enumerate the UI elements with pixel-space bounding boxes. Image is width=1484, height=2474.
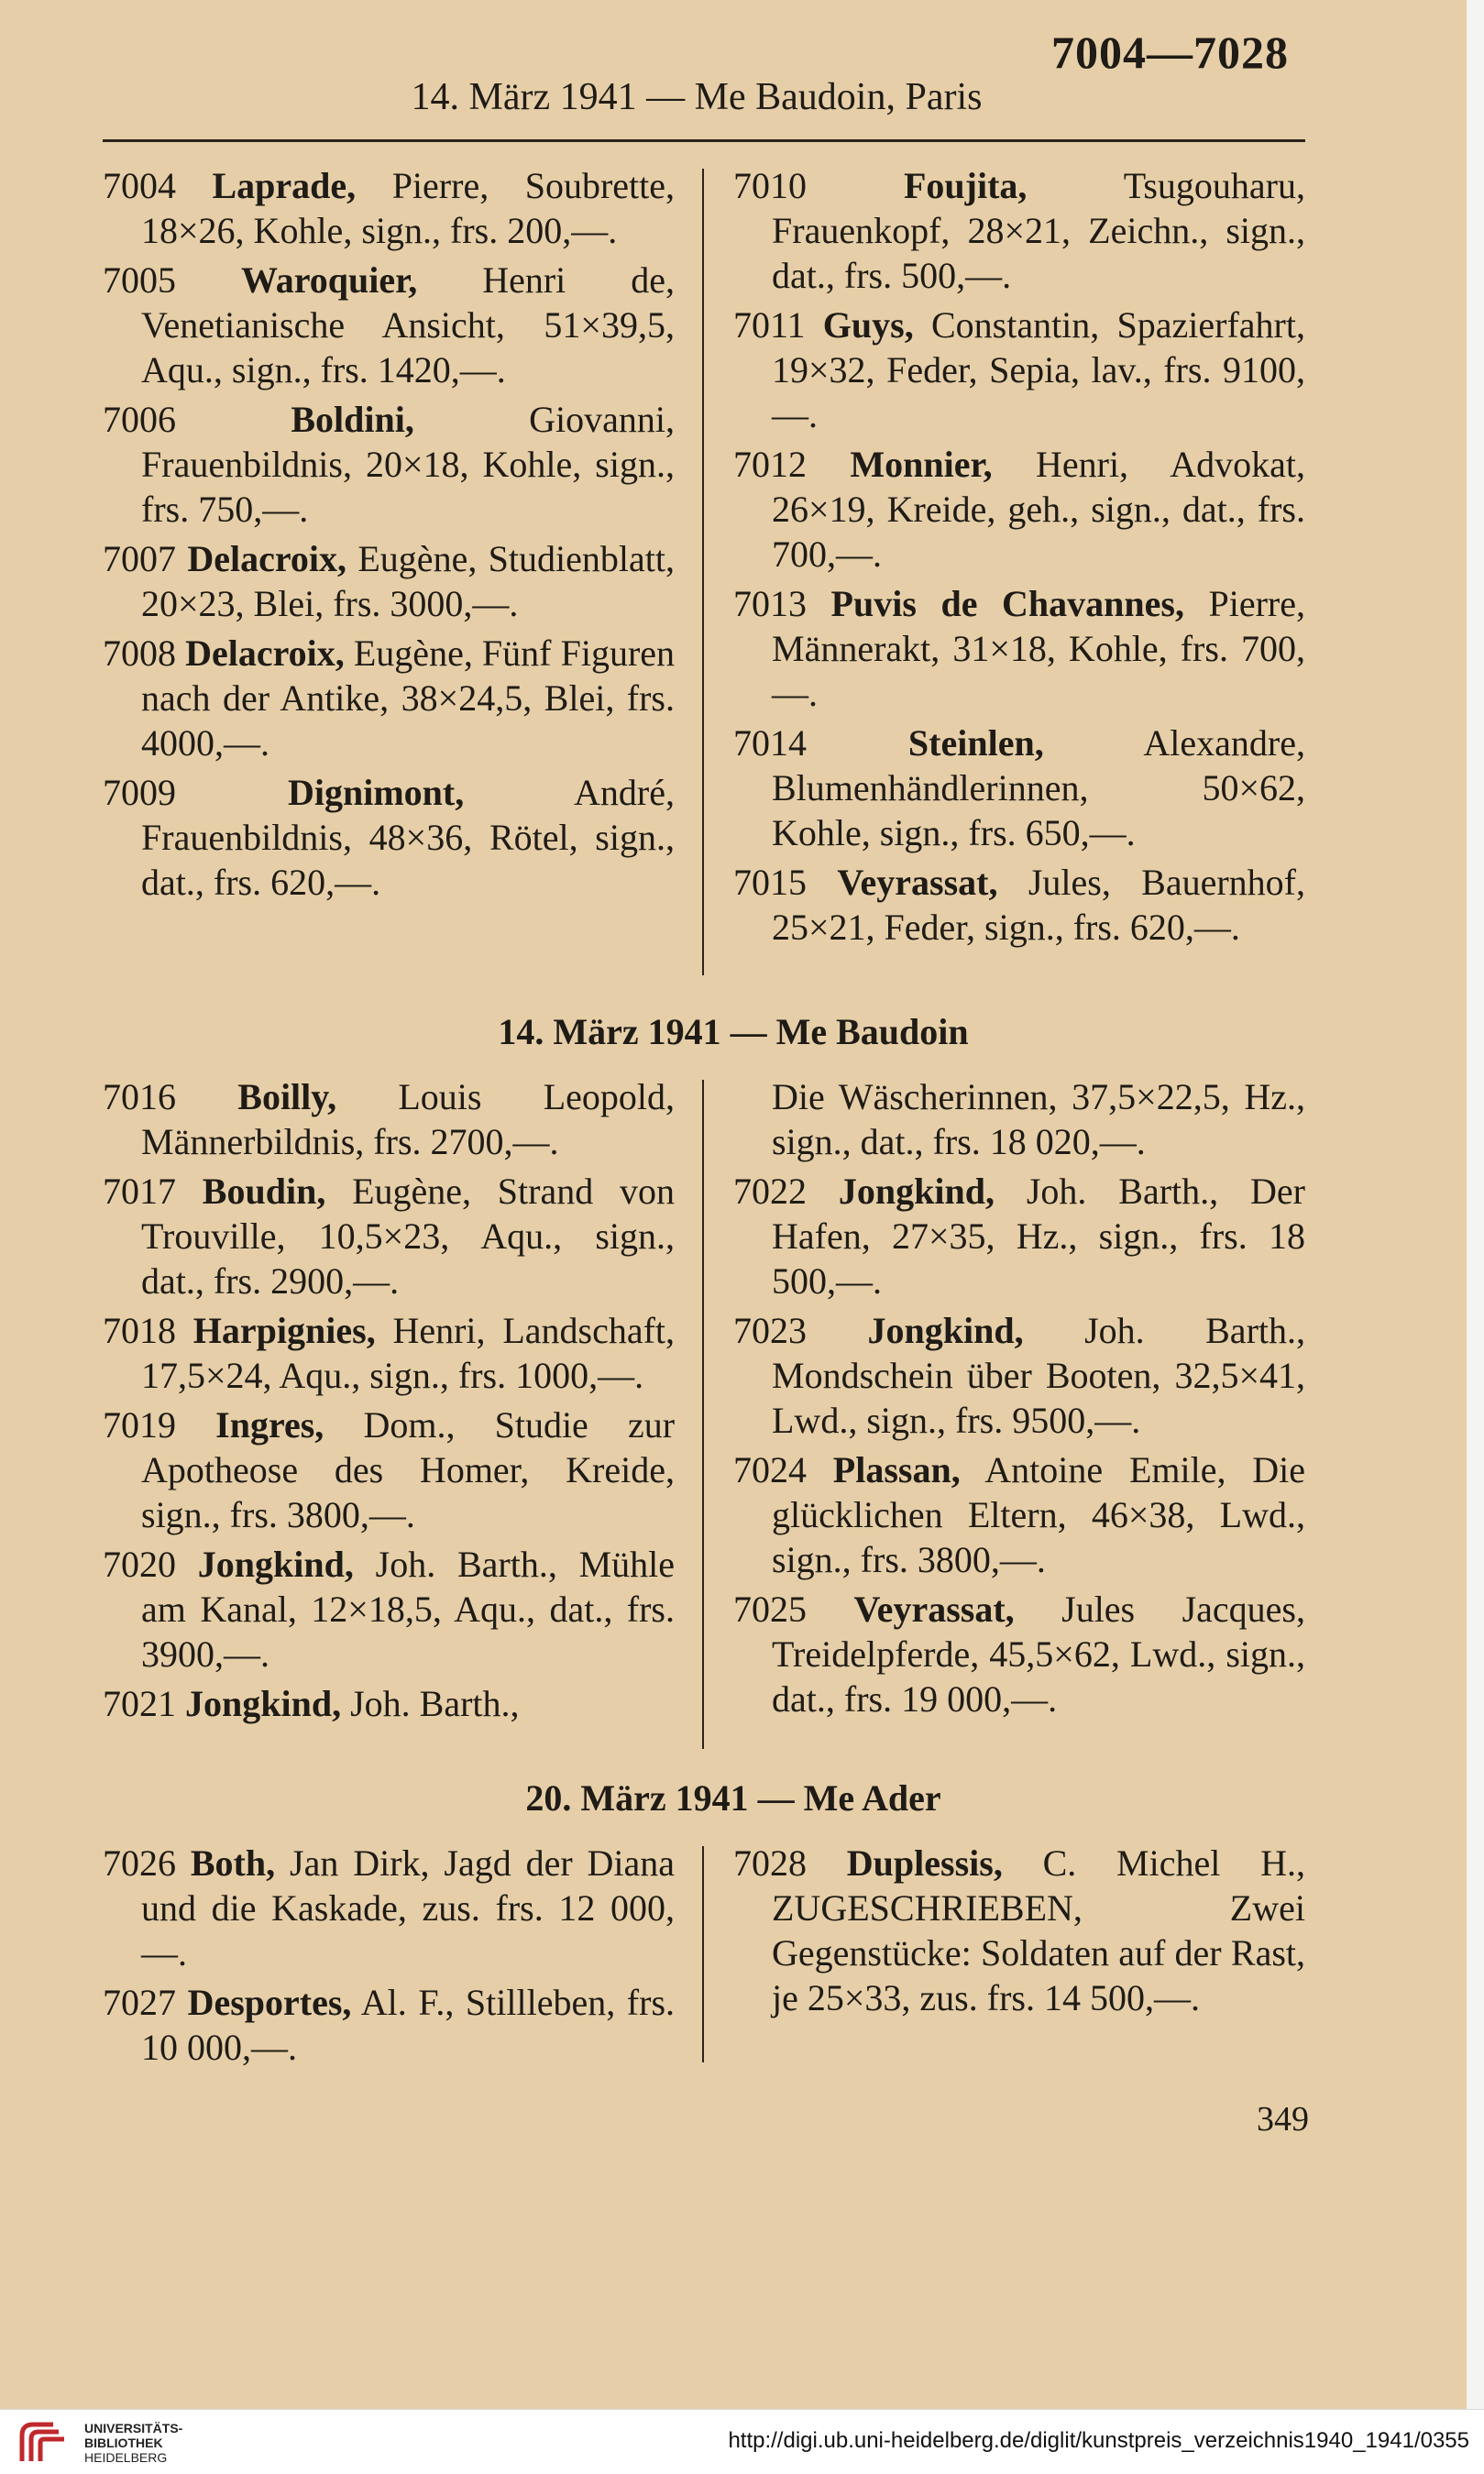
artist-name: Jongkind, bbox=[185, 1683, 342, 1724]
artist-name: Jongkind, bbox=[867, 1310, 1024, 1351]
lot-number: 7016 bbox=[103, 1076, 176, 1117]
catalog-entry bbox=[733, 1447, 1305, 1582]
right-column bbox=[733, 163, 1305, 954]
library-logo-icon bbox=[16, 2419, 75, 2467]
artist-name: Monnier, bbox=[850, 444, 993, 485]
lot-description: Eugène, Fünf Figuren nach der Antike, 38×24,5, Blei, frs. 4000,—. bbox=[141, 632, 676, 764]
catalog-entry bbox=[103, 397, 675, 532]
lot-description: Antoine Emile, Die glücklichen Eltern, 46×38, Lwd., sign., frs. 3800,—. bbox=[772, 1449, 1305, 1580]
catalog-entry bbox=[733, 163, 1305, 298]
lot-description: Jules Jacques, Treidelpferde, 45,5×62, Lwd., sign., dat., frs. 19 000,—. bbox=[772, 1589, 1305, 1720]
catalog-entry bbox=[103, 1308, 675, 1398]
catalog-entry bbox=[103, 1542, 675, 1677]
lot-number: 7026 bbox=[103, 1842, 176, 1884]
lot-number: 7023 bbox=[733, 1310, 807, 1351]
catalog-entry bbox=[103, 1402, 675, 1537]
artist-name: Boldini, bbox=[291, 399, 414, 440]
artist-name: Dignimont, bbox=[288, 772, 465, 813]
lot-description: Joh. Barth., Mondschein über Booten, 32,5×41, Lwd., sign., frs. 9500,—. bbox=[772, 1310, 1305, 1441]
artist-name: Harpignies, bbox=[192, 1310, 376, 1351]
lot-description: Jules, Bauernhof, 25×21, Feder, sign., frs. 620,—. bbox=[772, 862, 1305, 948]
lot-description: André, Frauenbildnis, 48×36, Rötel, sign., dat., frs. 620,—. bbox=[141, 772, 676, 903]
lot-description: Henri, Advokat, 26×19, Kreide, geh., sign., dat., frs. 700,—. bbox=[772, 444, 1305, 575]
lot-description: Tsugouharu, Frauenkopf, 28×21, Zeichn., sign., dat., frs. 500,—. bbox=[772, 165, 1305, 296]
lot-description: Louis Leopold, Männerbildnis, frs. 2700,—. bbox=[141, 1076, 676, 1162]
artist-name: Boudin, bbox=[202, 1171, 326, 1212]
lot-number: 7012 bbox=[733, 444, 807, 485]
catalog-entry bbox=[733, 302, 1305, 437]
catalog-entry bbox=[103, 536, 675, 626]
library-name: UNIVERSITÄTS- BIBLIOTHEK HEIDELBERG bbox=[84, 2421, 183, 2465]
catalog-entry bbox=[733, 442, 1305, 577]
scan-margin bbox=[1467, 0, 1484, 2409]
lot-number: 7006 bbox=[103, 399, 176, 440]
artist-name: Jongkind, bbox=[838, 1171, 995, 1212]
catalog-entry bbox=[733, 1169, 1305, 1303]
artist-name: Boilly, bbox=[237, 1076, 337, 1117]
lot-number: 7022 bbox=[733, 1171, 807, 1212]
right-entries bbox=[733, 1169, 1305, 1721]
right-column bbox=[733, 1841, 1305, 2025]
lot-description: Pierre, Männerakt, 31×18, Kohle, frs. 700,—. bbox=[772, 583, 1305, 714]
column-divider bbox=[702, 169, 704, 975]
artist-name: Duplessis, bbox=[846, 1842, 1003, 1884]
lot-number: 7010 bbox=[733, 165, 807, 206]
artist-name: Ingres, bbox=[215, 1404, 324, 1446]
catalog-entry bbox=[103, 1980, 675, 2070]
lot-description: Henri de, Venetianische Ansicht, 51×39,5, Aqu., sign., frs. 1420,—. bbox=[141, 259, 675, 390]
artist-name: Both, bbox=[190, 1842, 276, 1884]
catalog-entry bbox=[103, 258, 675, 392]
lot-description: Jan Dirk, Jagd der Diana und die Kaskade, zus. frs. 12 000,—. bbox=[141, 1842, 676, 1974]
catalog-entry bbox=[103, 1169, 675, 1303]
lot-number: 7007 bbox=[103, 538, 176, 579]
artist-name: Foujita, bbox=[904, 165, 1028, 206]
artist-name: Delacroix, bbox=[185, 632, 345, 674]
lot-description: Henri, Landschaft, 17,5×24, Aqu., sign., frs. 1000,—. bbox=[141, 1310, 676, 1396]
artist-name: Jongkind, bbox=[197, 1544, 354, 1585]
lot-number: 7005 bbox=[103, 259, 176, 301]
lot-number: 7015 bbox=[733, 862, 807, 903]
lot-number: 7017 bbox=[103, 1171, 176, 1212]
column-divider bbox=[702, 1846, 704, 2062]
lot-number: 7013 bbox=[733, 583, 807, 624]
source-url[interactable]: http://digi.ub.uni-heidelberg.de/diglit/kunstpreis_verzeichnis1940_1941/0355 bbox=[728, 2428, 1469, 2453]
running-header: 14. März 1941 — Me Baudoin, Paris bbox=[411, 76, 983, 118]
lot-number: 7018 bbox=[103, 1310, 176, 1351]
lot-description: Joh. Barth., bbox=[350, 1683, 520, 1724]
catalog-entry bbox=[103, 1841, 675, 1975]
lot-number: 7014 bbox=[733, 722, 807, 764]
lot-number: 7024 bbox=[733, 1449, 807, 1490]
lot-description: Constantin, Spazierfahrt, 19×32, Feder, Sepia, lav., frs. 9100,—. bbox=[772, 304, 1305, 435]
lot-description: Giovanni, Frauenbildnis, 20×18, Kohle, sign., frs. 750,—. bbox=[141, 399, 676, 530]
lot-number: 7019 bbox=[103, 1404, 176, 1446]
page-number: 349 bbox=[1257, 2100, 1309, 2139]
right-column bbox=[733, 1074, 1305, 1726]
catalog-entry bbox=[103, 1681, 675, 1726]
lot-range: 7004—7028 bbox=[1051, 27, 1289, 78]
artist-name: Veyrassat, bbox=[837, 862, 998, 903]
artist-name: Desportes, bbox=[187, 1982, 352, 2023]
catalog-entry bbox=[733, 1308, 1305, 1443]
lot-number: 7004 bbox=[103, 165, 176, 206]
lot-description: Joh. Barth., Mühle am Kanal, 12×18,5, Aqu., dat., frs. 3900,—. bbox=[141, 1544, 676, 1675]
lot-description: Al. F., Stillleben, frs. 10 000,—. bbox=[141, 1982, 676, 2068]
artist-name: Waroquier, bbox=[240, 259, 418, 301]
lot-number: 7020 bbox=[103, 1544, 176, 1585]
artist-name: Steinlen, bbox=[907, 722, 1044, 764]
lot-description: Alexandre, Blumenhändlerinnen, 50×62, Kohle, sign., frs. 650,—. bbox=[772, 722, 1305, 853]
lot-description: Eugène, Strand von Trouville, 10,5×23, Aqu., sign., dat., frs. 2900,—. bbox=[141, 1171, 676, 1302]
artist-name: Veyrassat, bbox=[853, 1589, 1015, 1630]
lot-description: C. Michel H., ZUGESCHRIEBEN, Zwei Gegenstücke: Soldaten auf der Rast, je 25×33, zus. frs. 14 500,—. bbox=[772, 1842, 1305, 2018]
lot-description: Joh. Barth., Der Hafen, 27×35, Hz., sign., frs. 18 500,—. bbox=[772, 1171, 1305, 1302]
catalog-entry bbox=[733, 581, 1305, 716]
section-title-baudoin: 14. März 1941 — Me Baudoin bbox=[498, 1011, 969, 1052]
left-column bbox=[103, 1074, 675, 1731]
lot-number: 7009 bbox=[103, 772, 176, 813]
catalog-entry bbox=[733, 1587, 1305, 1721]
lot-number: 7021 bbox=[103, 1683, 176, 1724]
artist-name: Plassan, bbox=[832, 1449, 961, 1490]
continued-entry: Die Wäscherinnen, 37,5×22,5, Hz., sign., dat., frs. 18 020,—. bbox=[772, 1076, 1305, 1162]
section-title-ader: 20. März 1941 — Me Ader bbox=[525, 1777, 941, 1819]
footer-bar bbox=[0, 2409, 1484, 2474]
artist-name: Delacroix, bbox=[187, 538, 347, 579]
lot-number: 7025 bbox=[733, 1589, 807, 1630]
artist-name: Guys, bbox=[822, 304, 914, 346]
catalog-entry bbox=[733, 860, 1305, 950]
lot-description: Eugène, Studienblatt, 20×23, Blei, frs. 3000,—. bbox=[141, 538, 675, 624]
left-column bbox=[103, 1841, 675, 2074]
lot-number: 7028 bbox=[733, 1842, 807, 1884]
lot-description: Pierre, Soubrette, 18×26, Kohle, sign., frs. 200,—. bbox=[141, 165, 675, 251]
catalog-entry bbox=[103, 1074, 675, 1164]
left-column bbox=[103, 163, 675, 909]
lot-description: Dom., Studie zur Apotheose des Homer, Kreide, sign., frs. 3800,—. bbox=[141, 1404, 676, 1535]
artist-name: Puvis de Chavannes, bbox=[830, 583, 1184, 624]
lot-number: 7027 bbox=[103, 1982, 176, 2023]
lot-number: 7011 bbox=[733, 304, 806, 346]
column-divider bbox=[702, 1080, 704, 1749]
catalog-entry bbox=[733, 720, 1305, 855]
catalog-entry bbox=[103, 631, 675, 765]
artist-name: Laprade, bbox=[212, 165, 357, 206]
catalog-entry bbox=[103, 770, 675, 905]
lot-number: 7008 bbox=[103, 632, 176, 674]
catalog-entry bbox=[103, 163, 675, 253]
header-rule bbox=[103, 139, 1305, 142]
catalog-entry bbox=[733, 1841, 1305, 2020]
